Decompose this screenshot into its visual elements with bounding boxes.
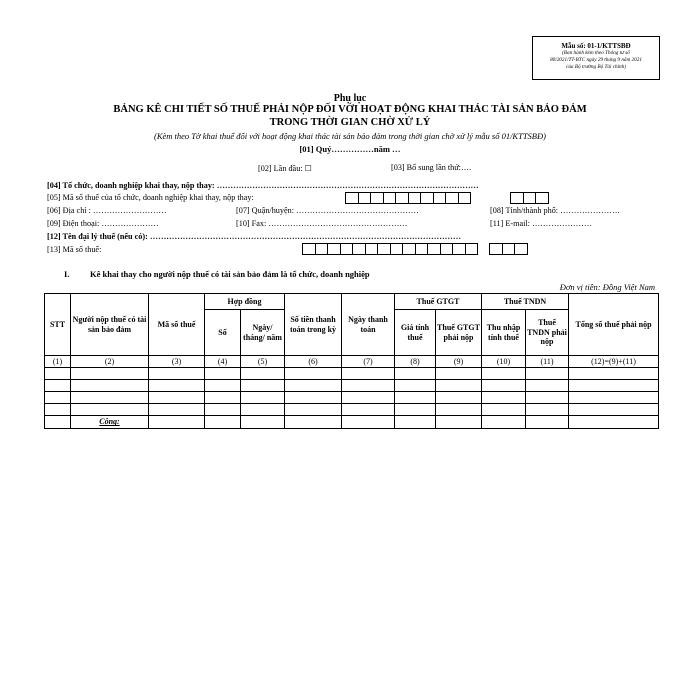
- form-note-line1: (Ban hành kèm theo Thông tư số: [562, 50, 630, 56]
- col-tax-code: Mã số thuế: [149, 294, 205, 356]
- col-vat: Thuế GTGT: [395, 294, 482, 310]
- table-row[interactable]: [45, 404, 659, 416]
- document-subtitle: (Kèm theo Tờ khai thuế đối với hoạt động khai thác tài sản bảo đảm trong thời gian chờ xử lý mẫu số 01/KTTSBĐ): [154, 131, 546, 141]
- section-title: Kê khai thay cho người nộp thuế có tài sản bảo đảm là tổ chức, doanh nghiệp: [90, 269, 370, 279]
- total-row: [45, 416, 659, 429]
- col-taxpayer: Người nộp thuế có tài sản bảo đảm: [71, 294, 149, 356]
- col-contract-date: Ngày/ tháng/ năm: [241, 310, 285, 356]
- agent-name-field[interactable]: [12] Tên đại lý thuế (nếu có): ……………………………………………………………………………………………………: [47, 232, 462, 241]
- agent-tax-code-label: [13] Mã số thuế:: [47, 245, 102, 254]
- document-title-line2: TRONG THỜI GIAN CHỜ XỬ LÝ: [269, 117, 431, 128]
- col-number: (3): [149, 356, 205, 368]
- form-code-box: [532, 36, 660, 80]
- col-cit-income: Thu nhập tính thuế: [482, 310, 526, 356]
- org-name-field[interactable]: [04] Tổ chức, doanh nghiệp khai thay, nộp thay: ……………………………………………………………………………………: [47, 181, 479, 190]
- province-field[interactable]: [08] Tỉnh/thành phố: ………………….: [490, 206, 620, 215]
- agent-tax-code-suffix-cells[interactable]: [489, 243, 527, 255]
- col-number: (9): [436, 356, 482, 368]
- agent-tax-code-cells[interactable]: [302, 243, 477, 255]
- supplement-field[interactable]: [03] Bổ sung lần thứ:….: [391, 163, 472, 172]
- col-number: (5): [241, 356, 285, 368]
- table-header-row: [45, 294, 659, 310]
- form-note-line2: 80/2021/TT-BTC ngày 29 tháng 9 năm 2021: [550, 57, 642, 63]
- org-tax-code-label: [05] Mã số thuế của tổ chức, doanh nghiệp khai thay, nộp thay:: [47, 193, 254, 202]
- phone-field[interactable]: [09] Điện thoại: …………………: [47, 219, 159, 228]
- col-number: (2): [71, 356, 149, 368]
- table-row[interactable]: [45, 380, 659, 392]
- col-contract: Hợp đồng: [205, 294, 285, 310]
- col-number: (8): [395, 356, 436, 368]
- col-number: (12)=(9)+(11): [569, 356, 659, 368]
- document-title: BẢNG KÊ CHI TIẾT SỐ THUẾ PHẢI NỘP ĐỐI VỚI HOẠT ĐỘNG KHAI THÁC TÀI SẢN BẢO ĐẢM: [113, 104, 587, 115]
- col-amount: Số tiền thanh toán trong kỳ: [285, 294, 342, 356]
- email-field[interactable]: [11] E-mail: ………………….: [490, 219, 592, 228]
- column-number-row: [45, 356, 659, 368]
- district-field[interactable]: [07] Quận/huyện: ………………………………………: [236, 206, 419, 215]
- total-label: Cộng:: [71, 416, 149, 429]
- col-number: (7): [342, 356, 395, 368]
- currency-unit: Đơn vị tiền: Đồng Việt Nam: [559, 282, 655, 292]
- org-tax-code-cells[interactable]: [345, 192, 470, 204]
- col-number: (1): [45, 356, 71, 368]
- form-note-line3: của Bộ trưởng Bộ Tài chính): [566, 64, 626, 70]
- col-contract-no: Số: [205, 310, 241, 356]
- fax-field[interactable]: [10] Fax: ……………………………………………: [236, 219, 408, 228]
- col-vat-base: Giá tính thuế: [395, 310, 436, 356]
- table-row[interactable]: [45, 368, 659, 380]
- section-number: I.: [64, 269, 70, 279]
- table-row[interactable]: [45, 392, 659, 404]
- appendix-label: Phụ lục: [333, 93, 367, 104]
- address-field[interactable]: [06] Địa chỉ : ………………………: [47, 206, 167, 215]
- first-time-checkbox[interactable]: [02] Lần đầu: ☐: [258, 164, 312, 173]
- col-stt: STT: [45, 294, 71, 356]
- tax-detail-table: [44, 293, 659, 429]
- org-tax-code-suffix-cells[interactable]: [510, 192, 548, 204]
- col-total-tax: Tổng số thuế phải nộp: [569, 294, 659, 356]
- period-field[interactable]: [01] Quý……………năm …: [299, 144, 401, 154]
- col-number: (6): [285, 356, 342, 368]
- col-number: (10): [482, 356, 526, 368]
- col-number: (11): [526, 356, 569, 368]
- col-vat-payable: Thuế GTGT phải nộp: [436, 310, 482, 356]
- form-code: Mẫu số: 01-1/KTTSBĐ: [561, 42, 631, 50]
- col-number: (4): [205, 356, 241, 368]
- col-cit: Thuế TNDN: [482, 294, 569, 310]
- col-cit-payable: Thuế TNDN phải nộp: [526, 310, 569, 356]
- col-pay-date: Ngày thanh toán: [342, 294, 395, 356]
